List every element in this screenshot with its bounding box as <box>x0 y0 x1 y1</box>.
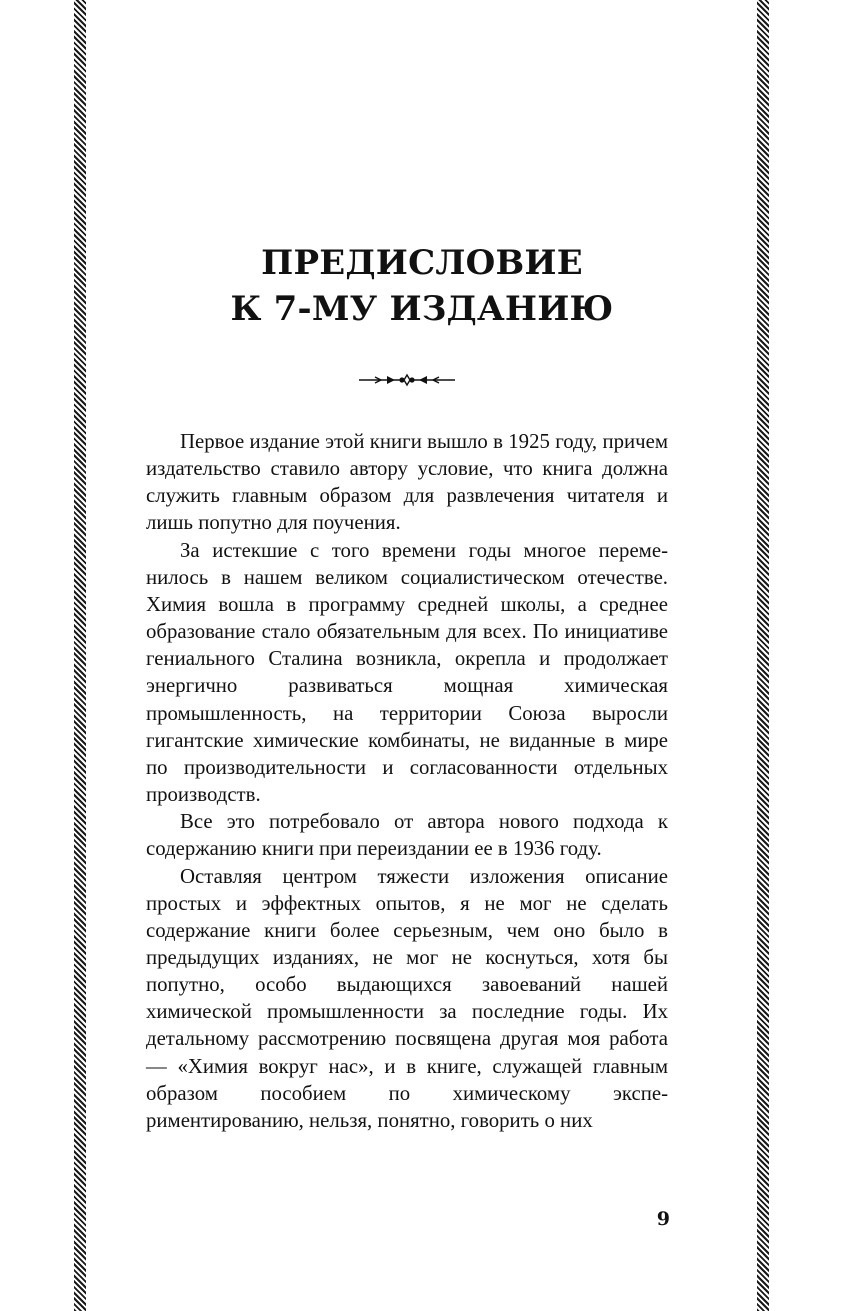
chapter-title <box>0 240 844 332</box>
chapter-title-line-1: ПРЕДИСЛОВИЕ <box>261 243 583 283</box>
paragraph: Оставляя центром тяжести изложения описание простых и эффектных опытов, я не мог не сделать содержание книги более серьезным, чем оно было в предыдущих изданиях, не мог не коснуться, хотя бы попутно, особо выдающихся завоеваний нашей химической промышленности за последние годы. Их детальному рассмотрению посвящена другая моя работа — «Химия вокруг нас», и в книге, служащей главным образом пособием по химическому экспериментированию, нельзя, понятно, говорить о них <box>146 864 668 1132</box>
ornament-divider-icon <box>359 372 455 388</box>
page-number: 9 <box>656 1208 670 1230</box>
preface-body <box>146 428 668 1134</box>
paragraph: Первое издание этой книги вышло в 1925 году, причем издательство ставило автору условие, что книга должна служить главным образом для развлечения читателя и лишь попутно для поучения. <box>146 430 668 535</box>
left-decorative-border <box>74 0 86 1311</box>
chapter-title-line-2: К 7-МУ ИЗДАНИЮ <box>230 289 614 329</box>
paragraph: За истекшие с того времени годы многое переменилось в нашем великом социалистическом отечестве. Химия вошла в программу средней школы, а среднее образование стало обязательным для всех. По инициативе гениального Сталина возникла, окрепла и продолжает энергично развиваться мощная химическая промышленность, на территории Союза выросли гигантские химические комбинаты, не виданные в мире по производительности и согласованности отдельных производств. <box>146 538 668 807</box>
right-decorative-border <box>757 0 769 1311</box>
paragraph: Все это потребовало от автора нового подхода к содержанию книги при переиздании ее в 1936 году. <box>146 810 668 861</box>
